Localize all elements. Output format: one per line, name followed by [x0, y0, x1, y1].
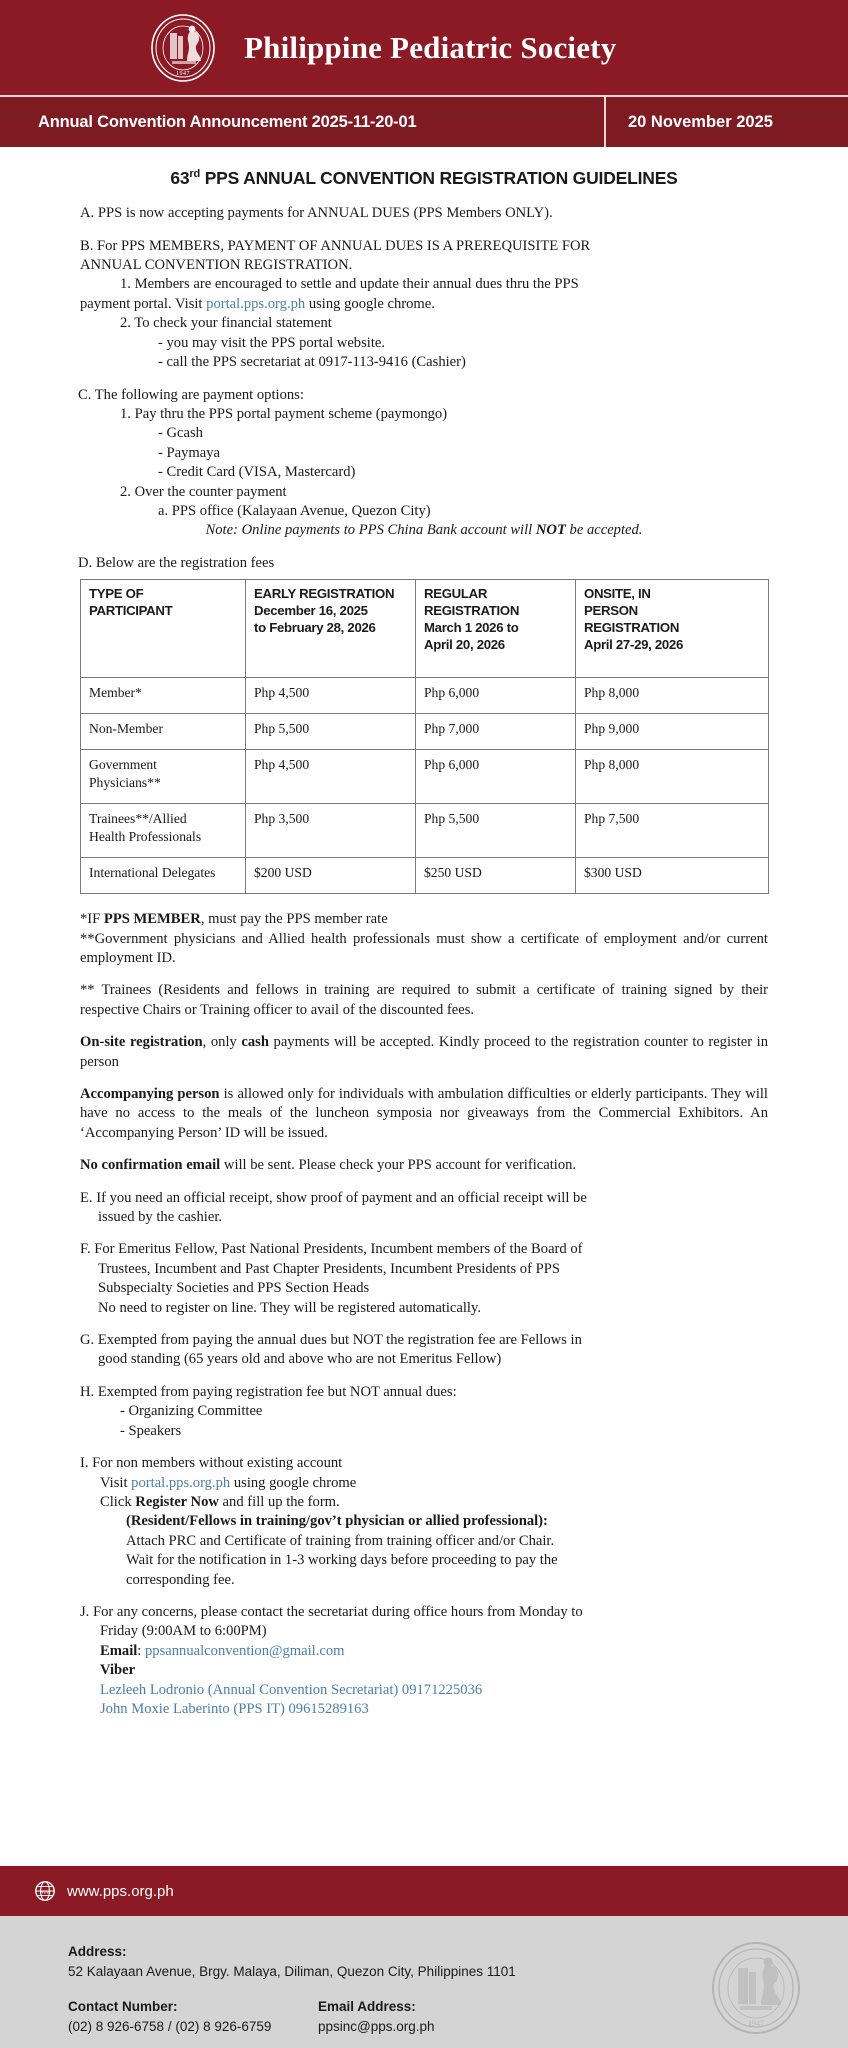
register-now-label[interactable]: Register Now	[135, 1493, 219, 1510]
section-i-wait-line2: corresponding fee.	[126, 1571, 235, 1588]
section-c	[80, 386, 768, 541]
section-h	[80, 1383, 768, 1441]
header-cell-line: EARLY REGISTRATION	[254, 586, 395, 602]
section-c-heading: C. The following are payment options:	[78, 386, 304, 403]
section-b	[80, 237, 768, 373]
china-bank-note-post: be accepted.	[565, 522, 643, 539]
section-g	[80, 1331, 768, 1370]
cell-line: Health Professionals	[89, 828, 202, 844]
announcement-date: 20 November 2025	[628, 112, 773, 131]
table-header-row	[81, 580, 769, 678]
title-rest: PPS ANNUAL CONVENTION REGISTRATION GUIDELINES	[204, 168, 678, 188]
section-d	[80, 554, 768, 894]
cell-early: Php 4,500	[246, 750, 416, 804]
cell-line: International Delegates	[89, 865, 216, 881]
header-type-of-participant	[81, 580, 246, 678]
section-i-visit-post: using google chrome	[230, 1474, 357, 1491]
cell-type	[81, 858, 246, 894]
visit-label: payment portal. Visit	[80, 295, 207, 312]
announcement-bar	[0, 95, 848, 147]
noconfirm-rest: will be sent. Please check your PPS account for verification.	[220, 1157, 577, 1174]
china-bank-note-not: NOT	[535, 522, 566, 539]
section-h-speakers: - Speakers	[120, 1422, 182, 1439]
table-row	[81, 804, 769, 858]
section-i	[80, 1454, 768, 1590]
section-e	[80, 1189, 768, 1228]
cell-onsite: Php 7,500	[576, 804, 769, 858]
cell-line: Member*	[89, 685, 142, 701]
svg-text:www: www	[39, 1889, 51, 1896]
address-label: Address:	[68, 1944, 127, 1959]
footnote-1-bold: PPS MEMBER	[103, 911, 201, 928]
header-cell-line: PERSON	[584, 603, 638, 619]
svg-text:1947: 1947	[176, 70, 190, 77]
cell-regular: Php 7,000	[416, 714, 576, 750]
section-i-wait-line1: Wait for the notification in 1-3 working days before proceeding to pay the	[126, 1552, 558, 1569]
cell-regular: Php 6,000	[416, 750, 576, 804]
header-cell-line: March 1 2026 to	[424, 619, 519, 635]
email-link[interactable]: ppsannualconvention@gmail.com	[145, 1642, 345, 1659]
footer-contact-col	[68, 1999, 318, 2034]
section-g-line1: G. Exempted from paying the annual dues but NOT the registration fee are Fellows in	[80, 1332, 582, 1349]
pps-crest-logo	[148, 13, 218, 83]
section-b-line1: B. For PPS MEMBERS, PAYMENT OF ANNUAL DUES IS A PREREQUISITE FOR	[80, 237, 591, 254]
table-row	[81, 714, 769, 750]
section-c-item1: 1. Pay thru the PPS portal payment scheme (paymongo)	[120, 405, 448, 422]
section-i-line1: I. For non members without existing account	[80, 1455, 343, 1472]
cell-line: Government	[89, 757, 157, 773]
section-j-line1: J. For any concerns, please contact the secretariat during office hours from Monday to	[80, 1603, 583, 1620]
header-onsite-registration	[576, 580, 769, 678]
section-f-line2: Trustees, Incumbent and Past Chapter Presidents, Incumbent Presidents of PPS	[98, 1260, 560, 1277]
cell-line: Non-Member	[89, 721, 163, 737]
section-c-item2: 2. Over the counter payment	[120, 483, 287, 500]
onsite-mid: , only	[202, 1034, 242, 1051]
footnote-member-rate	[80, 910, 768, 929]
section-b-item1-cont	[80, 295, 768, 314]
section-i-resident-bold: (Resident/Fellows in training/gov’t physician or allied professional)	[126, 1513, 544, 1530]
cell-onsite: $300 USD	[576, 858, 769, 894]
onsite-rest: payments will be accepted. Kindly proceed to the registration counter to register in person	[80, 1034, 769, 1070]
section-h-heading: H. Exempted from paying registration fee but NOT annual dues:	[80, 1383, 457, 1400]
no-confirmation-block	[80, 1156, 768, 1175]
footnote-trainees-block	[80, 981, 768, 1020]
cell-onsite: Php 8,000	[576, 750, 769, 804]
section-a	[80, 204, 768, 223]
address-value: 52 Kalayaan Avenue, Brgy. Malaya, Diliman, Quezon City, Philippines 1101	[68, 1964, 516, 1979]
document-body	[0, 147, 848, 1719]
contact-number-label: Contact Number:	[68, 1999, 178, 2014]
section-i-attach: Attach PRC and Certificate of training from training officer and/or Chair.	[126, 1532, 555, 1549]
section-j-email-row	[100, 1642, 768, 1661]
cell-type	[81, 714, 246, 750]
accompanying-bold: Accompanying person	[80, 1086, 220, 1103]
email-address-label: Email Address:	[318, 1999, 416, 2014]
section-i-click	[100, 1493, 768, 1512]
cell-type	[81, 804, 246, 858]
section-i-click-post: and fill up the form.	[218, 1493, 340, 1510]
footer-crest-watermark	[708, 1940, 804, 2036]
section-b-item2a: - you may visit the PPS portal website.	[158, 334, 386, 351]
website-bar	[0, 1866, 848, 1916]
footnote-1-pre: *IF	[80, 911, 104, 928]
section-e-line1: E. If you need an official receipt, show proof of payment and an official receipt will be	[80, 1189, 587, 1206]
china-bank-note	[80, 521, 768, 540]
section-c-item2a: a. PPS office (Kalayaan Avenue, Quezon City)	[158, 502, 431, 519]
footnote-trainees: ** Trainees (Residents and fellows in training are required to submit a certificate of training signed by their respective Chairs or Training officer to avail of the discounted fees.	[80, 982, 768, 1018]
onsite-registration-text	[80, 1033, 768, 1072]
portal-link-2[interactable]: portal.pps.org.ph	[131, 1474, 231, 1491]
section-i-visit	[100, 1474, 768, 1493]
header-regular-registration	[416, 580, 576, 678]
viber-label: Viber	[100, 1662, 136, 1679]
onsite-bold: On-site registration	[80, 1034, 203, 1051]
cell-early: Php 4,500	[246, 678, 416, 714]
footnote-1-post: , must pay the PPS member rate	[200, 911, 388, 928]
viber-contact-1[interactable]: Lezleeh Lodronio (Annual Convention Secretariat) 09171225036	[100, 1681, 483, 1698]
section-i-visit-pre: Visit	[100, 1474, 132, 1491]
section-i-click-pre: Click	[100, 1493, 136, 1510]
cell-early: Php 5,500	[246, 714, 416, 750]
footnotes-block	[80, 910, 768, 968]
header-cell-line: REGISTRATION	[424, 603, 520, 619]
cell-type	[81, 678, 246, 714]
society-name: Philippine Pediatric Society	[244, 29, 617, 65]
section-f-line1: F. For Emeritus Fellow, Past National Presidents, Incumbent members of the Board of	[80, 1241, 583, 1258]
onsite-registration-block	[80, 1033, 768, 1072]
accompanying-person-block	[80, 1085, 768, 1143]
title-ordinal: 63	[170, 168, 190, 188]
cell-regular: Php 5,500	[416, 804, 576, 858]
cell-onsite: Php 8,000	[576, 678, 769, 714]
china-bank-note-pre: Note: Online payments to PPS China Bank account will	[205, 522, 536, 539]
announcement-title: Annual Convention Announcement 2025-11-20-01	[38, 112, 417, 131]
page-title	[80, 167, 768, 190]
cell-line: Physicians**	[89, 774, 161, 790]
header-cell-line: December 16, 2025	[254, 603, 368, 619]
header-early-registration	[246, 580, 416, 678]
header-cell-line: April 27-29, 2026	[584, 636, 683, 652]
cell-type	[81, 750, 246, 804]
footer-email-col	[318, 1999, 435, 2034]
portal-link[interactable]: portal.pps.org.ph	[206, 295, 306, 312]
section-f-line3: Subspecialty Societies and PPS Section Heads	[98, 1280, 370, 1297]
header-cell-line: April 20, 2026	[424, 636, 505, 652]
section-b-item1-text: 1. Members are encouraged to settle and update their annual dues thru the PPS	[120, 276, 579, 293]
section-a-text: A. PPS is now accepting payments for ANNUAL DUES (PPS Members ONLY).	[80, 205, 553, 222]
email-address-value[interactable]: ppsinc@pps.org.ph	[318, 2019, 435, 2034]
contact-number-value: (02) 8 926-6758 / (02) 8 926-6759	[68, 2019, 272, 2034]
viber-contact-2[interactable]: John Moxie Laberinto (PPS IT) 09615289163	[100, 1700, 369, 1717]
header-cell-line: REGISTRATION	[584, 619, 680, 635]
footnote-gov-physicians: **Government physicians and Allied health professionals must show a certificate of employment and/or current employment ID.	[80, 930, 768, 966]
table-row	[81, 750, 769, 804]
section-h-organizing-committee: - Organizing Committee	[120, 1403, 263, 1420]
section-g-line2: good standing (65 years old and above who are not Emeritus Fellow)	[98, 1351, 502, 1368]
table-row	[81, 858, 769, 894]
cell-onsite: Php 9,000	[576, 714, 769, 750]
registration-fees-table	[80, 579, 769, 894]
section-j-viber-label	[100, 1661, 768, 1680]
cell-early: Php 3,500	[246, 804, 416, 858]
masthead	[0, 0, 848, 95]
website-url[interactable]: www.pps.org.ph	[67, 1882, 174, 1900]
section-b-item1	[120, 275, 768, 294]
email-colon: :	[137, 1642, 145, 1659]
accompanying-rest: is allowed only for individuals with ambulation difficulties or elderly participants. They will have no access to the meals of the luncheon symposia nor giveaways from the Commercial Exhibitors. An ‘Accompanying Person’ ID will be issued.	[80, 1086, 768, 1141]
email-label: Email	[100, 1642, 138, 1659]
section-e-line2: issued by the cashier.	[98, 1209, 223, 1226]
section-i-resident-colon: :	[543, 1513, 548, 1530]
section-b-line2: ANNUAL CONVENTION REGISTRATION.	[80, 257, 353, 274]
globe-icon	[34, 1880, 56, 1902]
cell-regular: $250 USD	[416, 858, 576, 894]
noconfirm-bold: No confirmation email	[80, 1157, 221, 1174]
title-ordinal-suffix: rd	[189, 168, 201, 181]
section-b-item2: 2. To check your financial statement	[120, 315, 332, 332]
section-c-creditcard: - Credit Card (VISA, Mastercard)	[158, 464, 356, 481]
accompanying-person-text	[80, 1085, 768, 1143]
header-cell-line: REGULAR	[424, 586, 488, 602]
cell-regular: Php 6,000	[416, 678, 576, 714]
section-j	[80, 1603, 768, 1719]
section-j-line2: Friday (9:00AM to 6:00PM)	[100, 1623, 267, 1640]
table-row	[81, 678, 769, 714]
section-d-heading: D. Below are the registration fees	[78, 554, 275, 571]
chrome-note: using google chrome.	[305, 295, 435, 312]
section-f	[80, 1240, 768, 1318]
section-c-paymaya: - Paymaya	[158, 444, 221, 461]
header-cell-line: ONSITE, IN	[584, 586, 651, 602]
no-confirmation-text	[80, 1156, 768, 1175]
svg-text:1947: 1947	[748, 2019, 764, 2028]
cell-line: Trainees**/Allied	[89, 811, 187, 827]
cash-bold: cash	[241, 1034, 269, 1051]
header-cell-line: TYPE OF	[89, 586, 144, 602]
header-cell-line: to February 28, 2026	[254, 619, 376, 635]
section-i-resident	[126, 1512, 768, 1531]
header-cell-line: PARTICIPANT	[89, 603, 173, 619]
section-b-item2b: - call the PPS secretariat at 0917-113-9416 (Cashier)	[158, 354, 466, 371]
section-c-gcash: - Gcash	[158, 425, 203, 442]
cell-early: $200 USD	[246, 858, 416, 894]
section-f-line4: No need to register on line. They will be registered automatically.	[98, 1299, 481, 1316]
footer	[0, 1916, 848, 2048]
